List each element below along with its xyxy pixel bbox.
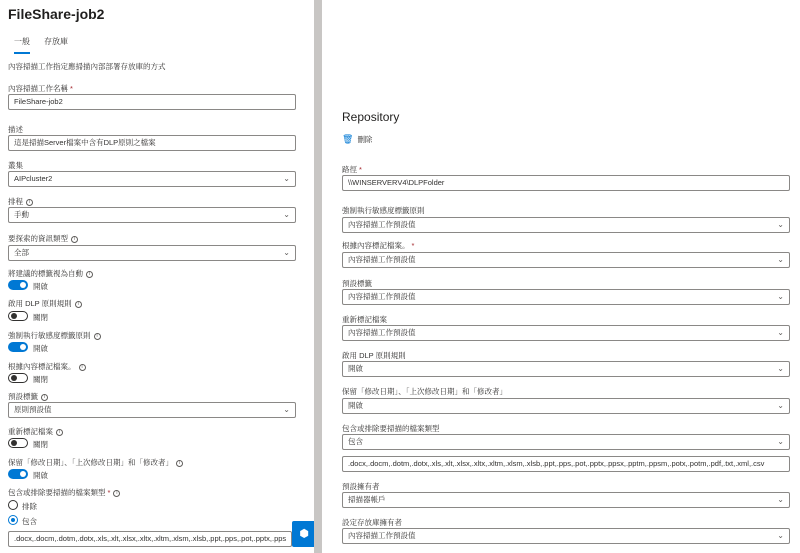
auto-label-state: 開啟 (33, 282, 48, 291)
r-relabel-label: 重新標記檔案 (342, 315, 387, 324)
r-dlp-label: 啟用 DLP 原則規則 (342, 351, 406, 360)
chevron-down-icon: ⌄ (777, 437, 784, 446)
exclude-radio[interactable] (8, 500, 18, 510)
description-label: 描述 (8, 125, 23, 134)
relabel-state: 關閉 (33, 440, 48, 449)
preserve-dates-toggle[interactable] (8, 469, 28, 479)
chevron-down-icon: ⌄ (777, 328, 784, 337)
chevron-down-icon: ⌄ (777, 531, 784, 540)
chevron-down-icon: ⌄ (777, 292, 784, 301)
dlp-toggle[interactable] (8, 311, 28, 321)
enforce-state: 開啟 (33, 344, 48, 353)
chevron-down-icon: ⌄ (777, 401, 784, 410)
r-file-types-input[interactable]: .docx,.docm,.dotm,.dotx,.xls,.xlt,.xlsx,.xltx,.xltm,.xlsm,.xlsb,.ppt,.pps,.pot,.pptx,.ppsx,.pptm,.ppsm,.potx,.potm,.pdf,.txt,.xml,.csv (342, 456, 790, 472)
delete-button[interactable] (342, 134, 372, 145)
exclude-radio-label: 排除 (22, 502, 37, 511)
chevron-down-icon: ⌄ (283, 405, 290, 414)
chevron-down-icon: ⌄ (283, 248, 290, 257)
relabel-label: 重新標記檔案 i (8, 426, 63, 437)
feedback-button[interactable] (292, 521, 314, 547)
path-input[interactable]: \\WINSERVERV4\DLPFolder (342, 175, 790, 191)
cluster-dropdown[interactable]: AIPcluster2 ⌄ (8, 171, 296, 187)
file-types-input[interactable]: .docx,.docm,.dotm,.dotx,.xls,.xlt,.xlsx,.xltx,.xltm,.xlsm,.xlsb,.ppt,.pps,.pot,.pptx,.pps (8, 531, 292, 547)
r-default-label-dropdown[interactable]: 內容掃描工作預設值 ⌄ (342, 289, 790, 305)
info-icon[interactable]: i (75, 301, 82, 308)
info-types-dropdown[interactable]: 全部 ⌄ (8, 245, 296, 261)
r-default-label-label: 預設標籤 (342, 279, 372, 288)
job-description-text: 內容掃描工作指定應掃描內部部署存放庫的方式 (8, 62, 166, 71)
panel-title: FileShare-job2 (8, 6, 105, 22)
include-exclude-label: 包含或排除要掃描的檔案類型 * i (8, 487, 120, 498)
schedule-label: 排程 i (8, 196, 33, 207)
label-by-content-toggle[interactable] (8, 373, 28, 383)
r-repo-owner-dropdown[interactable]: 內容掃描工作預設值 ⌄ (342, 528, 790, 544)
label-by-content-state: 關閉 (33, 375, 48, 384)
preserve-dates-state: 開啟 (33, 471, 48, 480)
info-icon[interactable]: i (71, 236, 78, 243)
r-preserve-label: 保留「修改日期」、「上次修改日期」和「修改者」 (342, 387, 507, 396)
info-icon[interactable]: i (176, 460, 183, 467)
relabel-toggle[interactable] (8, 438, 28, 448)
r-dlp-dropdown[interactable]: 開啟 ⌄ (342, 361, 790, 377)
chevron-down-icon: ⌄ (777, 255, 784, 264)
r-label-by-content-label: 根據內容標記檔案。 * (342, 241, 415, 250)
r-default-owner-dropdown[interactable]: 掃描器帳戶 ⌄ (342, 492, 790, 508)
r-enforce-label: 強制執行敏感度標籤原則 (342, 206, 425, 215)
default-label-dropdown[interactable]: 原則預設值 ⌄ (8, 402, 296, 418)
tab-bar (14, 36, 68, 54)
auto-label-toggle[interactable] (8, 280, 28, 290)
trash-icon: 🗑 (342, 134, 354, 144)
delete-label: 刪除 (357, 135, 373, 144)
r-include-exclude-label: 包含或排除要掃描的檔案類型 (342, 424, 440, 433)
include-radio-label: 包含 (22, 517, 37, 526)
cluster-label: 叢集 (8, 161, 23, 170)
r-default-owner-label: 預設擁有者 (342, 482, 380, 491)
info-icon[interactable]: i (86, 271, 93, 278)
chevron-down-icon: ⌄ (283, 210, 290, 219)
default-label-label: 預設標籤 i (8, 391, 48, 402)
r-preserve-dropdown[interactable]: 開啟 ⌄ (342, 398, 790, 414)
job-name-input[interactable]: FileShare-job2 (8, 94, 296, 110)
pin-icon: ⬢ (299, 528, 309, 540)
r-include-exclude-dropdown[interactable]: 包含 ⌄ (342, 434, 790, 450)
panel-divider[interactable] (314, 0, 322, 553)
chevron-down-icon: ⌄ (777, 220, 784, 229)
r-enforce-dropdown[interactable]: 內容掃描工作預設值 ⌄ (342, 217, 790, 233)
chevron-down-icon: ⌄ (777, 364, 784, 373)
info-types-label: 要探索的資訊類型 i (8, 233, 78, 244)
chevron-down-icon: ⌄ (283, 174, 290, 183)
tab-repositories[interactable]: 存放庫 (44, 37, 68, 46)
r-relabel-dropdown[interactable]: 內容掃描工作預設值 ⌄ (342, 325, 790, 341)
job-settings-panel (0, 0, 314, 553)
preserve-dates-label: 保留「修改日期」、「上次修改日期」和「修改者」 i (8, 457, 183, 468)
repository-panel (322, 0, 800, 553)
include-radio[interactable] (8, 515, 18, 525)
chevron-down-icon: ⌄ (777, 495, 784, 504)
dlp-label: 啟用 DLP 原則規則 i (8, 298, 82, 309)
repository-title: Repository (342, 110, 400, 124)
description-input[interactable]: 這是掃描Server檔案中含有DLP原則之檔案 (8, 135, 296, 151)
tab-general[interactable]: 一般 (14, 36, 30, 54)
info-icon[interactable]: i (56, 429, 63, 436)
info-icon[interactable]: i (79, 364, 86, 371)
info-icon[interactable]: i (26, 199, 33, 206)
info-icon[interactable]: i (94, 333, 101, 340)
enforce-label: 強制執行敏感度標籤原則 i (8, 330, 101, 341)
r-repo-owner-label: 設定存放庫擁有者 (342, 518, 402, 527)
info-icon[interactable]: i (41, 394, 48, 401)
info-icon[interactable]: i (113, 490, 120, 497)
r-label-by-content-dropdown[interactable]: 內容掃描工作預設值 ⌄ (342, 252, 790, 268)
auto-label-label: 將建議的標籤視為自動 i (8, 268, 93, 279)
enforce-toggle[interactable] (8, 342, 28, 352)
label-by-content-label: 根據內容標記檔案。 i (8, 361, 86, 372)
path-label: 路徑 * (342, 165, 362, 174)
dlp-state: 關閉 (33, 313, 48, 322)
job-name-label: 內容掃描工作名稱 * (8, 84, 73, 93)
schedule-dropdown[interactable]: 手動 ⌄ (8, 207, 296, 223)
